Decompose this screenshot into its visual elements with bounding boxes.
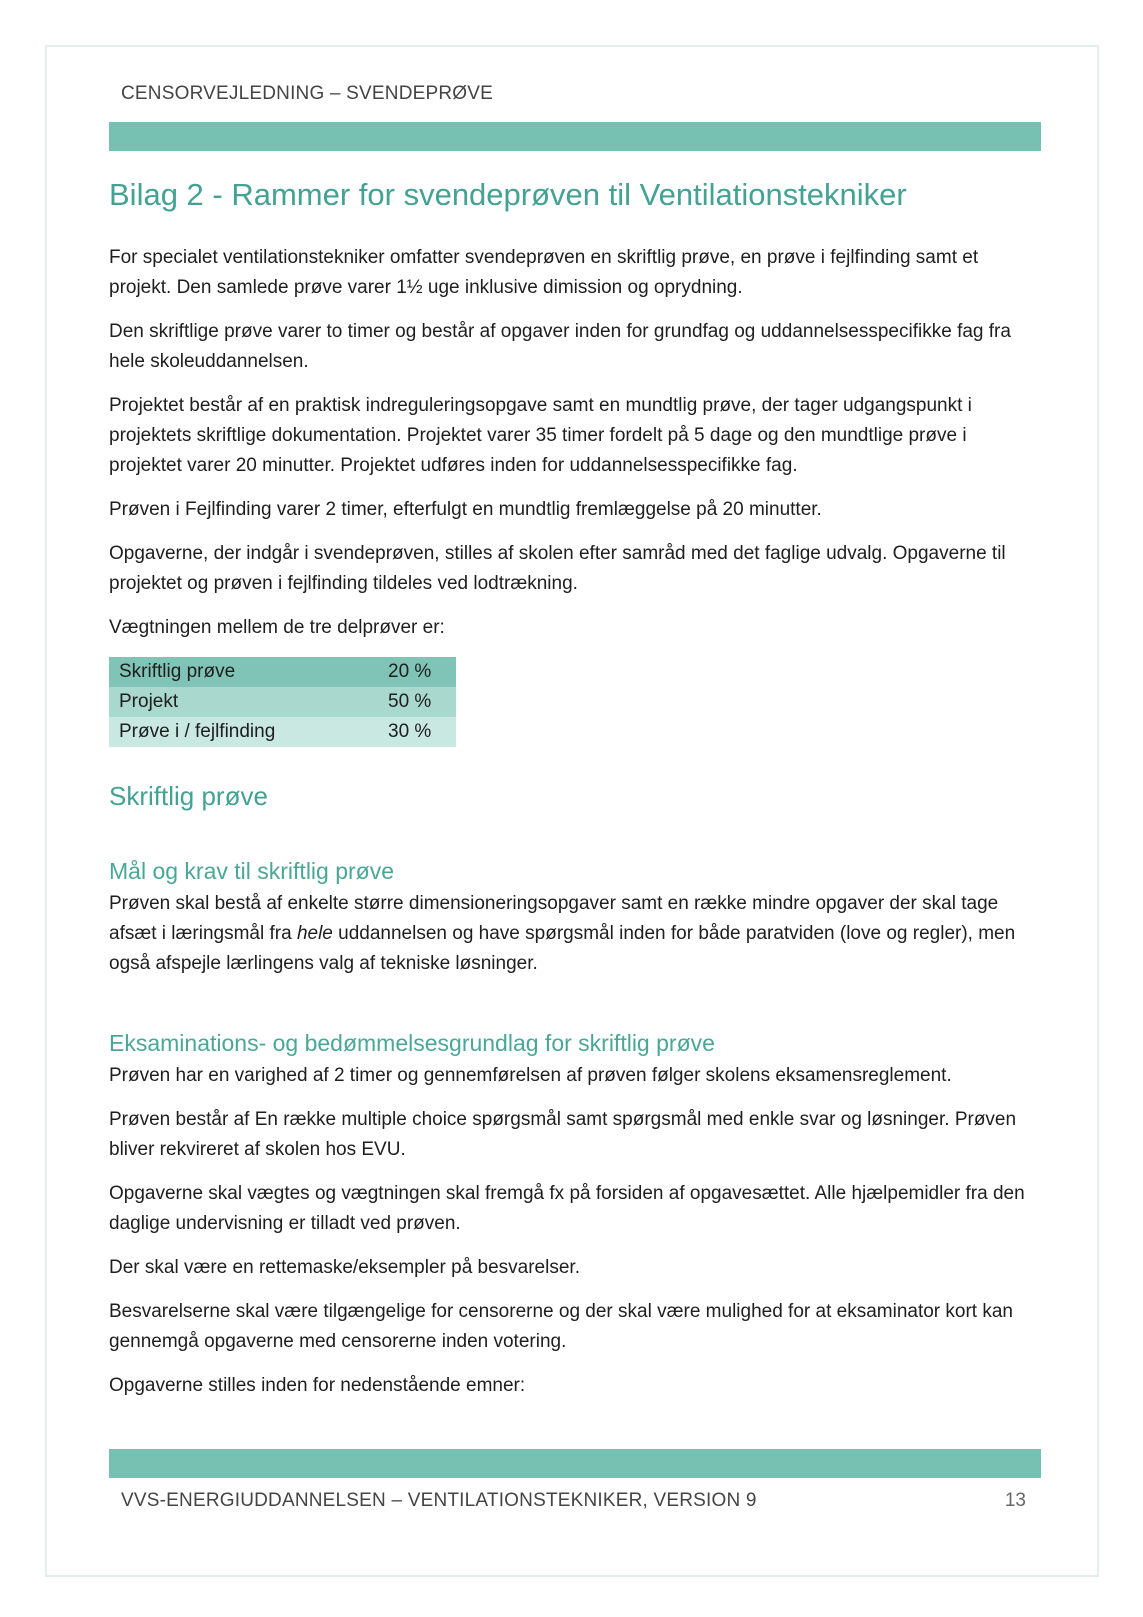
intro-paragraph-1: For specialet ventilationstekniker omfatter svendeprøven en skriftlig prøve, en prøve i fejlfinding samt et projekt. Den samlede prøve varer 1½ uge inklusive dimission og oprydning. — [109, 247, 979, 298]
weight-value: 30 % — [388, 721, 432, 742]
intro-paragraph-5: Opgaverne, der indgår i svendeprøven, stilles af skolen efter samråd med det faglige udvalg. Opgaverne til projektet og prøven i fejlfinding tildeles ved lodtrækning. — [109, 543, 1006, 594]
weights-intro: Vægtningen mellem de tre delprøver er: — [109, 617, 445, 638]
page-title: Bilag 2 - Rammer for svendeprøven til Ventilationstekniker — [109, 177, 907, 212]
table-row — [109, 657, 456, 687]
intro-paragraph-3: Projektet består af en praktisk indreguleringsopgave samt en mundtlig prøve, der tager udgangspunkt i projektets skriftlige dokumentation. Projektet varer 35 timer fordelt på 5 dage og den mundtlige prøve i projektet varer 20 minutter. Projektet udføres inden for uddannelsesspecifikke fag. — [109, 395, 972, 476]
goals-text-emphasis: hele — [296, 923, 333, 944]
goals-text-after: uddannelsen og have spørgsmål inden for både paratviden (love og regler), men også afspejle lærlingens valg af tekniske løsninger. — [109, 923, 1016, 974]
goals-text-before: Prøven skal bestå af enkelte større dimensioneringsopgaver samt en række mindre opgaver der skal tage afsæt i læringsmål fra — [109, 893, 999, 944]
exam-paragraph-1: Prøven har en varighed af 2 timer og gennemførelsen af prøven følger skolens eksamensreglement. — [109, 1065, 952, 1086]
table-row — [109, 687, 456, 717]
page-number: 13 — [1004, 1490, 1026, 1511]
exam-heading: Eksaminations- og bedømmelsesgrundlag for skriftlig prøve — [109, 1030, 715, 1056]
goals-heading: Mål og krav til skriftlig prøve — [109, 858, 395, 884]
weight-label: Skriftlig prøve — [119, 661, 236, 682]
footer-band — [109, 1449, 1041, 1478]
running-footer: VVS-ENERGIUDDANNELSEN – VENTILATIONSTEKNIKER, VERSION 9 — [121, 1490, 757, 1511]
table-row — [109, 717, 456, 747]
weight-value: 50 % — [388, 691, 432, 712]
weights-table — [109, 657, 456, 747]
weight-label: Prøve i / fejlfinding — [119, 721, 276, 742]
goals-paragraph — [109, 889, 1041, 979]
exam-paragraph-5: Besvarelserne skal være tilgængelige for censorerne og der skal være mulighed for at eksaminator kort kan gennemgå opgaverne med censorerne inden votering. — [109, 1301, 1013, 1352]
exam-paragraph-4: Der skal være en rettemaske/eksempler på besvarelser. — [109, 1257, 580, 1278]
intro-paragraph-4: Prøven i Fejlfinding varer 2 timer, efterfulgt en mundtlig fremlæggelse på 20 minutter. — [109, 499, 822, 520]
exam-paragraph-3: Opgaverne skal vægtes og vægtningen skal fremgå fx på forsiden af opgavesættet. Alle hjælpemidler fra den daglige undervisning er tilladt ved prøven. — [109, 1183, 1025, 1234]
running-header: CENSORVEJLEDNING – SVENDEPRØVE — [121, 83, 494, 104]
intro-paragraph-2: Den skriftlige prøve varer to timer og består af opgaver inden for grundfag og uddannelsesspecifikke fag fra hele skoleuddannelsen. — [109, 321, 1011, 372]
section-heading: Skriftlig prøve — [109, 781, 268, 811]
exam-paragraph-6: Opgaverne stilles inden for nedenstående emner: — [109, 1375, 526, 1396]
page-content — [109, 175, 1041, 1415]
weight-value: 20 % — [388, 661, 432, 682]
spacer — [109, 993, 1041, 1027]
header-band — [109, 122, 1041, 151]
exam-paragraph-2: Prøven består af En række multiple choice spørgsmål samt spørgsmål med enkle svar og løsninger. Prøven bliver rekvireret af skolen hos EVU. — [109, 1109, 1017, 1160]
weight-label: Projekt — [119, 691, 179, 712]
